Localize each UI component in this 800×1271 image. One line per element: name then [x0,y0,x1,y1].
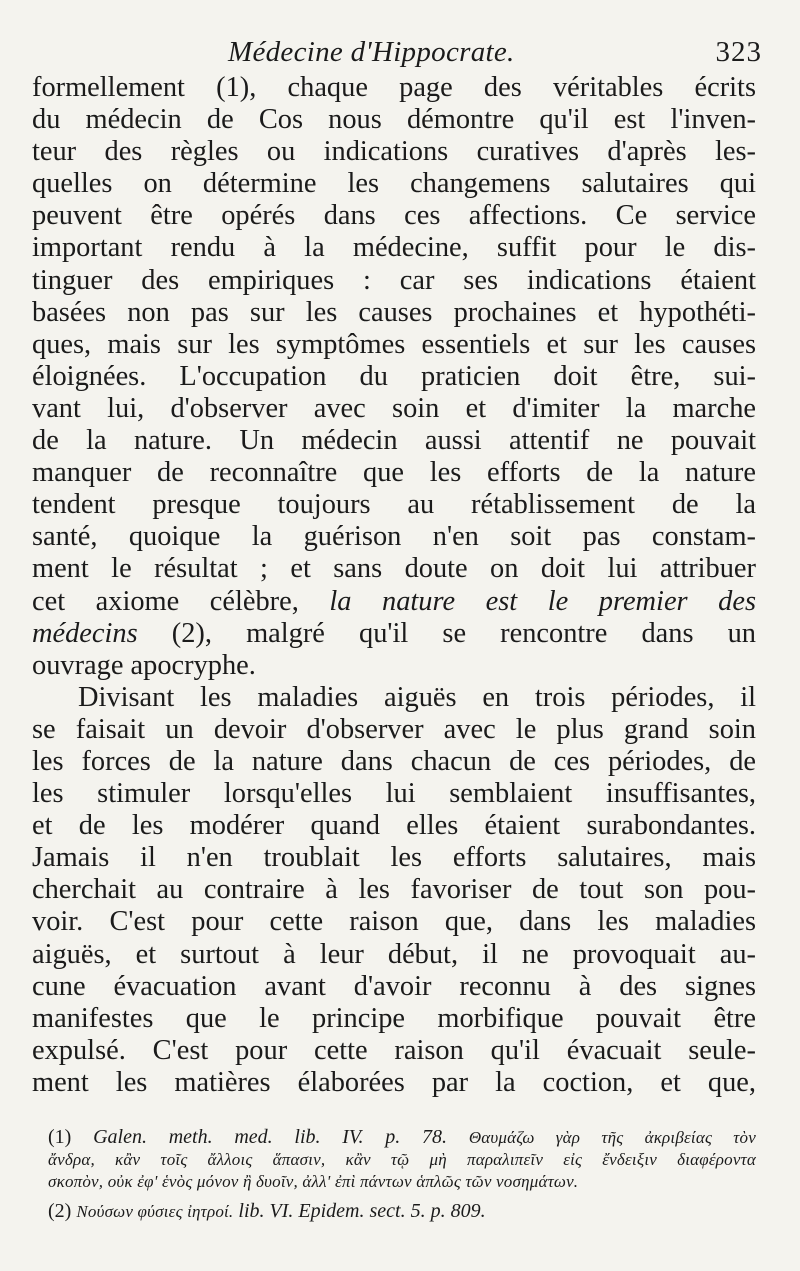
text-run: cet axiome célèbre, [32,585,330,617]
text-line: ouvrage apocryphe. [32,649,256,681]
text-line: ment les matières élaborées par la coction, et que, [32,1066,756,1098]
footnotes [48,1126,756,1222]
paragraph-1 [32,72,756,682]
footnote-1-line [48,1148,756,1170]
text-line: manifestes que le principe morbifique pouvait être [32,1002,756,1034]
text-line: vant lui, d'observer avec soin et d'imiter la marche [32,392,756,424]
text-line: santé, quoique la guérison n'en soit pas constam- [32,521,756,553]
text-line: les forces de la nature dans chacun de ces périodes, de [32,745,756,777]
text-line: et de les modérer quand elles étaient surabondantes. [32,810,756,842]
footnote-reference: Galen. meth. med. lib. IV. p. 78. [93,1126,448,1148]
footnote-marker: (2) [48,1200,72,1222]
text-line: peuvent être opérés dans ces affections. Ce service [32,200,756,232]
text-line: du médecin de Cos nous démontre qu'il est l'inven- [32,104,756,136]
main-text [32,72,756,1099]
text-line: se faisait un devoir d'observer avec le plus grand soin [32,713,756,745]
text-line: quelles on détermine les changemens salutaires qui [32,168,756,200]
text-line: expulsé. C'est pour cette raison qu'il évacuait seule- [32,1034,756,1066]
page-number: 323 [715,36,762,68]
greek-quote: σκοπὸν, οὐκ ἐφ' ἑνὸς μόνον ἢ δυοῖν, ἀλλ' ἐπὶ πάντων ἁπλῶς τῶν νοσημάτων. [48,1172,579,1191]
text-line: tendent presque toujours au rétablissement de la [32,489,756,521]
text-line: cune évacuation avant d'avoir reconnu à des signes [32,970,756,1002]
footnote-marker: (1) [48,1126,72,1148]
text-line [32,586,756,618]
text-line: de la nature. Un médecin aussi attentif ne pouvait [32,425,756,457]
text-line: formellement (1), chaque page des véritables écrits [32,72,756,103]
italic-quote: la nature est le premier des [329,585,756,617]
text-line: éloignées. L'occupation du praticien doit être, sui- [32,360,756,392]
text-line [32,618,756,650]
text-line: ment le résultat ; et sans doute on doit lui attribuer [32,553,756,585]
text-line: important rendu à la médecine, suffit pour le dis- [32,232,756,264]
footnote-1-line [48,1170,756,1192]
greek-quote: Νούσων φύσιες ἰητροί. [76,1202,234,1221]
text-line: ques, mais sur les symptômes essentiels et sur les causes [32,328,756,360]
footnote-1-line [48,1126,756,1148]
footnote-2-line [48,1200,756,1222]
text-line: Divisant les maladies aiguës en trois périodes, il [78,681,756,713]
greek-quote: Θαυμάζω γὰρ τῆς ἀκριβείας τὸν [468,1128,756,1147]
text-line: les stimuler lorsqu'elles lui semblaient insuffisantes, [32,778,756,810]
running-title: Médecine d'Hippocrate. [228,36,515,68]
italic-quote: médecins [32,617,138,649]
text-line: basées non pas sur les causes prochaines et hypothéti- [32,296,756,328]
text-run: (2), malgré qu'il se rencontre dans un [137,617,756,649]
text-line: cherchait au contraire à les favoriser de tout son pou- [32,874,756,906]
text-line: aiguës, et surtout à leur début, il ne provoquait au- [32,938,756,970]
text-line: teur des règles ou indications curatives d'après les- [32,136,756,168]
footnote-reference: lib. VI. Epidem. sect. 5. p. 809. [238,1200,486,1222]
running-head [32,28,762,72]
text-line: manquer de reconnaître que les efforts de la nature [32,457,756,489]
text-line: tinguer des empiriques : car ses indications étaient [32,264,756,296]
text-line: Jamais il n'en troublait les efforts salutaires, mais [32,842,756,874]
greek-quote: ἄνδρα, κἂν τοῖς ἄλλοις ἅπασιν, κἂν τῷ μὴ παραλιπεῖν εἰς ἔνδειξιν διαφέροντα [48,1150,756,1169]
text-line: voir. C'est pour cette raison que, dans les maladies [32,906,756,938]
paragraph-2 [32,682,756,1099]
